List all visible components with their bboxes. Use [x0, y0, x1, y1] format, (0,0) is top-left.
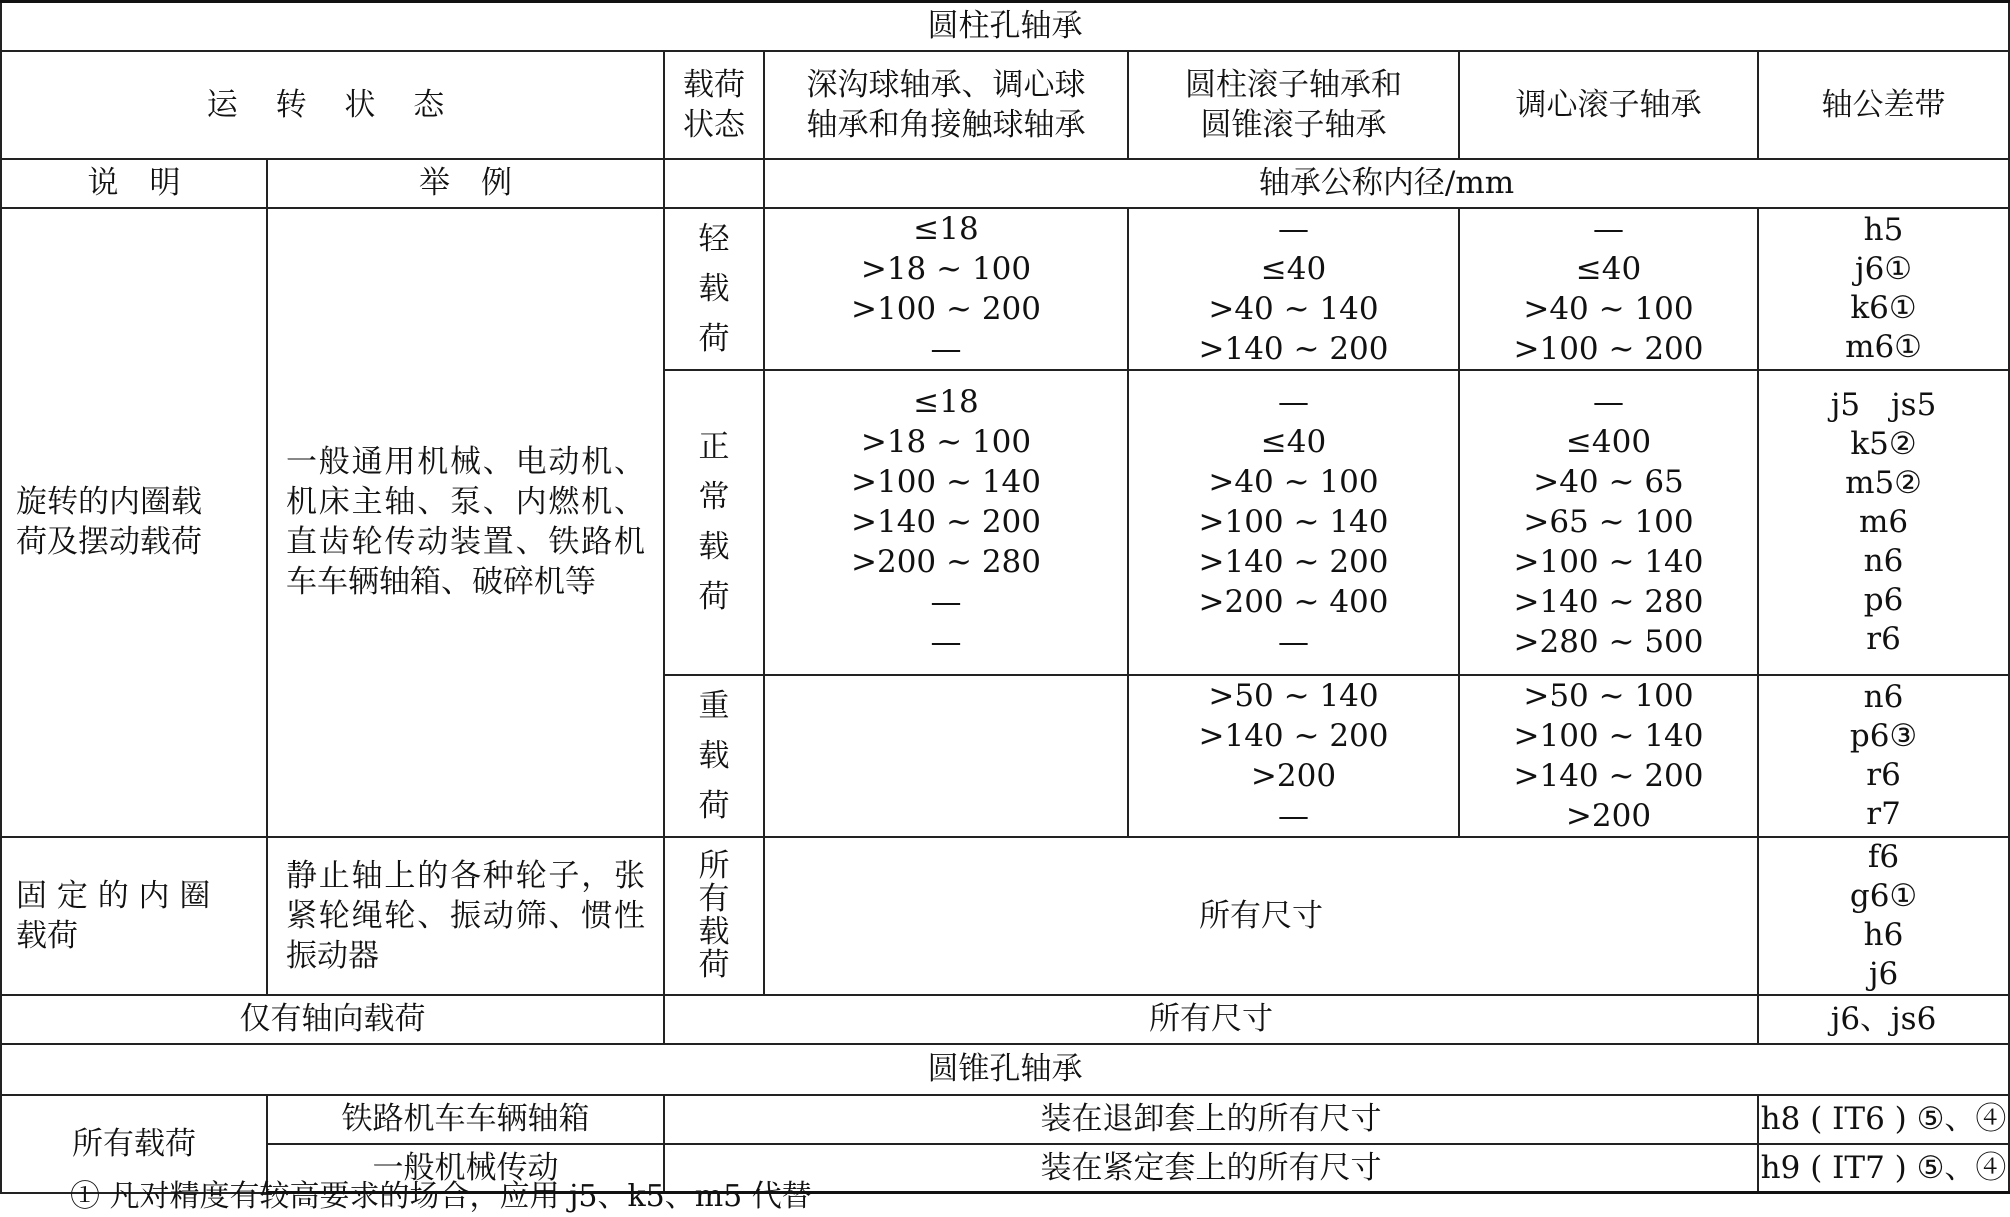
section-title-tapered: 圆锥孔轴承: [1, 1044, 2009, 1095]
header-operating-state: 运 转 状 态: [1, 51, 664, 159]
tapered-example: 铁路机车车辆轴箱: [267, 1095, 664, 1144]
heavy-spherical-sizes: >50 ~ 100 >100 ~ 140 >140 ~ 200 >200: [1459, 675, 1758, 837]
header-empty: [664, 159, 764, 208]
rotating-example: 一般通用机械、电动机、机床主轴、泵、内燃机、直齿轮传动装置、铁路机车车辆轴箱、破碎机等: [267, 208, 664, 837]
tapered-size: 装在退卸套上的所有尺寸: [664, 1095, 1758, 1144]
header-bore-diameter: 轴承公称内径/mm: [764, 159, 2009, 208]
fixed-description: 固 定 的 内 圈 载荷: [1, 837, 267, 995]
normal-tolerances: j5 js5 k5② m5② m6 n6 p6 r6: [1758, 370, 2009, 675]
light-tolerances: h5 j6① k6① m6①: [1758, 208, 2009, 370]
fixed-load-label: 所 有 载 荷: [664, 837, 764, 995]
heavy-load-label: 重 载 荷: [664, 675, 764, 837]
fixed-size: 所有尺寸: [764, 837, 1758, 995]
heavy-ball-sizes: [764, 675, 1128, 837]
tapered-load: 所有载荷: [1, 1095, 267, 1193]
header-description: 说 明: [1, 159, 267, 208]
tapered-example: 一般机械传动: [267, 1144, 664, 1193]
normal-ball-sizes: ≤18 >18 ~ 100 >100 ~ 140 >140 ~ 200 >200 ~ 280 — —: [764, 370, 1128, 675]
footnote-text: ① 凡对精度有较高要求的场合，应用 j5、k5、m5 代替: [70, 1179, 812, 1214]
normal-spherical-sizes: — ≤400 >40 ~ 65 >65 ~ 100 >100 ~ 140 >140 ~ 280 >280 ~ 500: [1459, 370, 1758, 675]
section-title-cylindrical: 圆柱孔轴承: [1, 2, 2009, 51]
header-spherical-roller: 调心滚子轴承: [1459, 51, 1758, 159]
axial-size: 所有尺寸: [664, 995, 1758, 1044]
light-roller-sizes: — ≤40 >40 ~ 140 >140 ~ 200: [1128, 208, 1459, 370]
light-load-label: 轻 载 荷: [664, 208, 764, 370]
tapered-tolerance: h9 ( IT7 ) ⑤、④: [1758, 1144, 2009, 1193]
normal-roller-sizes: — ≤40 >40 ~ 100 >100 ~ 140 >140 ~ 200 >200 ~ 400 —: [1128, 370, 1459, 675]
tapered-tolerance: h8 ( IT6 ) ⑤、④: [1758, 1095, 2009, 1144]
heavy-tolerances: n6 p6③ r6 r7: [1758, 675, 2009, 837]
header-load-state: 载荷 状态: [664, 51, 764, 159]
fixed-example: 静止轴上的各种轮子，张紧轮绳轮、振动筛、惯性振动器: [267, 837, 664, 995]
header-roller-bearings: 圆柱滚子轴承和 圆锥滚子轴承: [1128, 51, 1459, 159]
axial-tolerance: j6、js6: [1758, 995, 2009, 1044]
tapered-size: 装在紧定套上的所有尺寸: [664, 1144, 1758, 1193]
light-ball-sizes: ≤18 >18 ~ 100 >100 ~ 200 —: [764, 208, 1128, 370]
header-shaft-tolerance: 轴公差带: [1758, 51, 2009, 159]
header-ball-bearings: 深沟球轴承、调心球 轴承和角接触球轴承: [764, 51, 1128, 159]
rotating-description: 旋转的内圈载 荷及摆动载荷: [1, 208, 267, 837]
normal-load-label: 正 常 载 荷: [664, 370, 764, 675]
axial-description: 仅有轴向载荷: [1, 995, 664, 1044]
fixed-tolerances: f6 g6① h6 j6: [1758, 837, 2009, 995]
heavy-roller-sizes: >50 ~ 140 >140 ~ 200 >200 —: [1128, 675, 1459, 837]
header-example: 举 例: [267, 159, 664, 208]
footnote: [0, 1177, 2008, 1214]
light-spherical-sizes: — ≤40 >40 ~ 100 >100 ~ 200: [1459, 208, 1758, 370]
